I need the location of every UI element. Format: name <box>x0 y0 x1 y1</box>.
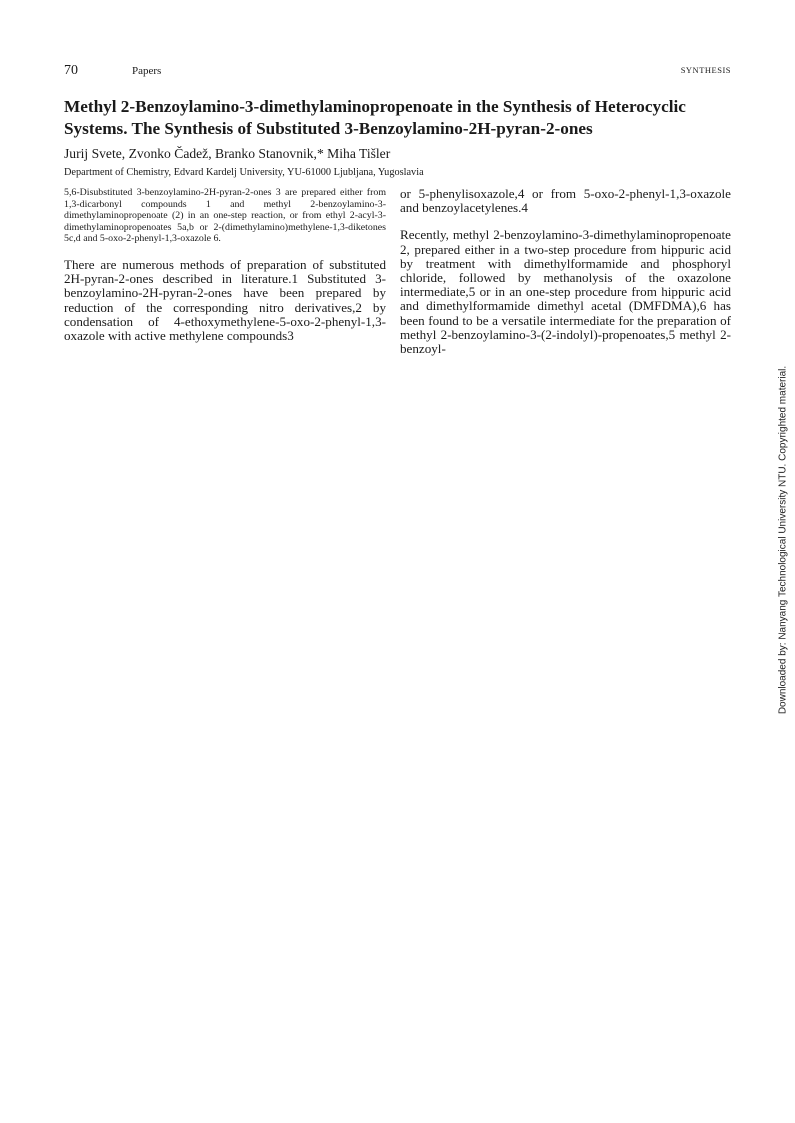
page-number: 70 <box>64 63 78 78</box>
page-header <box>64 63 731 79</box>
author-list: Jurij Svete, Zvonko Čadež, Branko Stanovnik,* Miha Tišler <box>64 146 391 161</box>
body-paragraph-recent-work: Recently, methyl 2-benzoylamino-3-dimethylaminopropenoate 2, prepared either in a two-step procedure from hippuric acid by treatment with dimethylformamide and phosphoryl chloride, followed by methanolysis of the oxazolone intermediate,5 or in an one-step procedure from hippuric acid and dimethylformamide dimethyl acetal (DMFDMA),6 has been found to be a versatile intermediate for the preparation of methyl 2-benzoylamino-3-(2-indolyl)-propenoates,5 methyl 2-benzoyl- <box>400 227 731 357</box>
body-paragraph-introduction: There are numerous methods of preparation of substituted 2H-pyran-2-ones described in literature.1 Substituted 3-benzoylamino-2H-pyran-2-ones have been prepared by reduction of the corresponding nitro derivatives,2 by condensation of 4-ethoxymethylene-5-oxo-2-phenyl-1,3-oxazole with active methylene compounds3 <box>64 256 386 343</box>
section-label: Papers <box>132 65 162 77</box>
journal-name: SYNTHESIS <box>680 65 731 75</box>
left-column <box>64 187 386 343</box>
download-watermark: Downloaded by: Nanyang Technological University NTU. Copyrighted material. <box>777 365 789 715</box>
right-column <box>400 187 731 356</box>
article-title: Methyl 2-Benzoylamino-3-dimethylaminopropenoate in the Synthesis of Heterocyclic Systems. The Synthesis of Substituted 3-Benzoylamino-2H-pyran-2-ones <box>64 97 686 138</box>
body-paragraph-continuation: or 5-phenylisoxazole,4 or from 5-oxo-2-phenyl-1,3-oxazole and benzoylacetylenes.4 <box>400 186 731 216</box>
author-affiliation: Department of Chemistry, Edvard Kardelj University, YU-61000 Ljubljana, Yugoslavia <box>64 167 424 178</box>
abstract: 5,6-Disubstituted 3-benzoylamino-2H-pyran-2-ones 3 are prepared either from 1,3-dicarbonyl compounds 1 and methyl 2-benzoylamino-3-dimethylaminopropenoate (2) in an one-step reaction, or from ethyl 2-acyl-3-dimethylaminopropenoates 5a,b or 2-(dimethylamino)methylene-1,3-diketones 5c,d and 5-oxo-2-phenyl-1,3-oxazole 6. <box>64 187 386 245</box>
